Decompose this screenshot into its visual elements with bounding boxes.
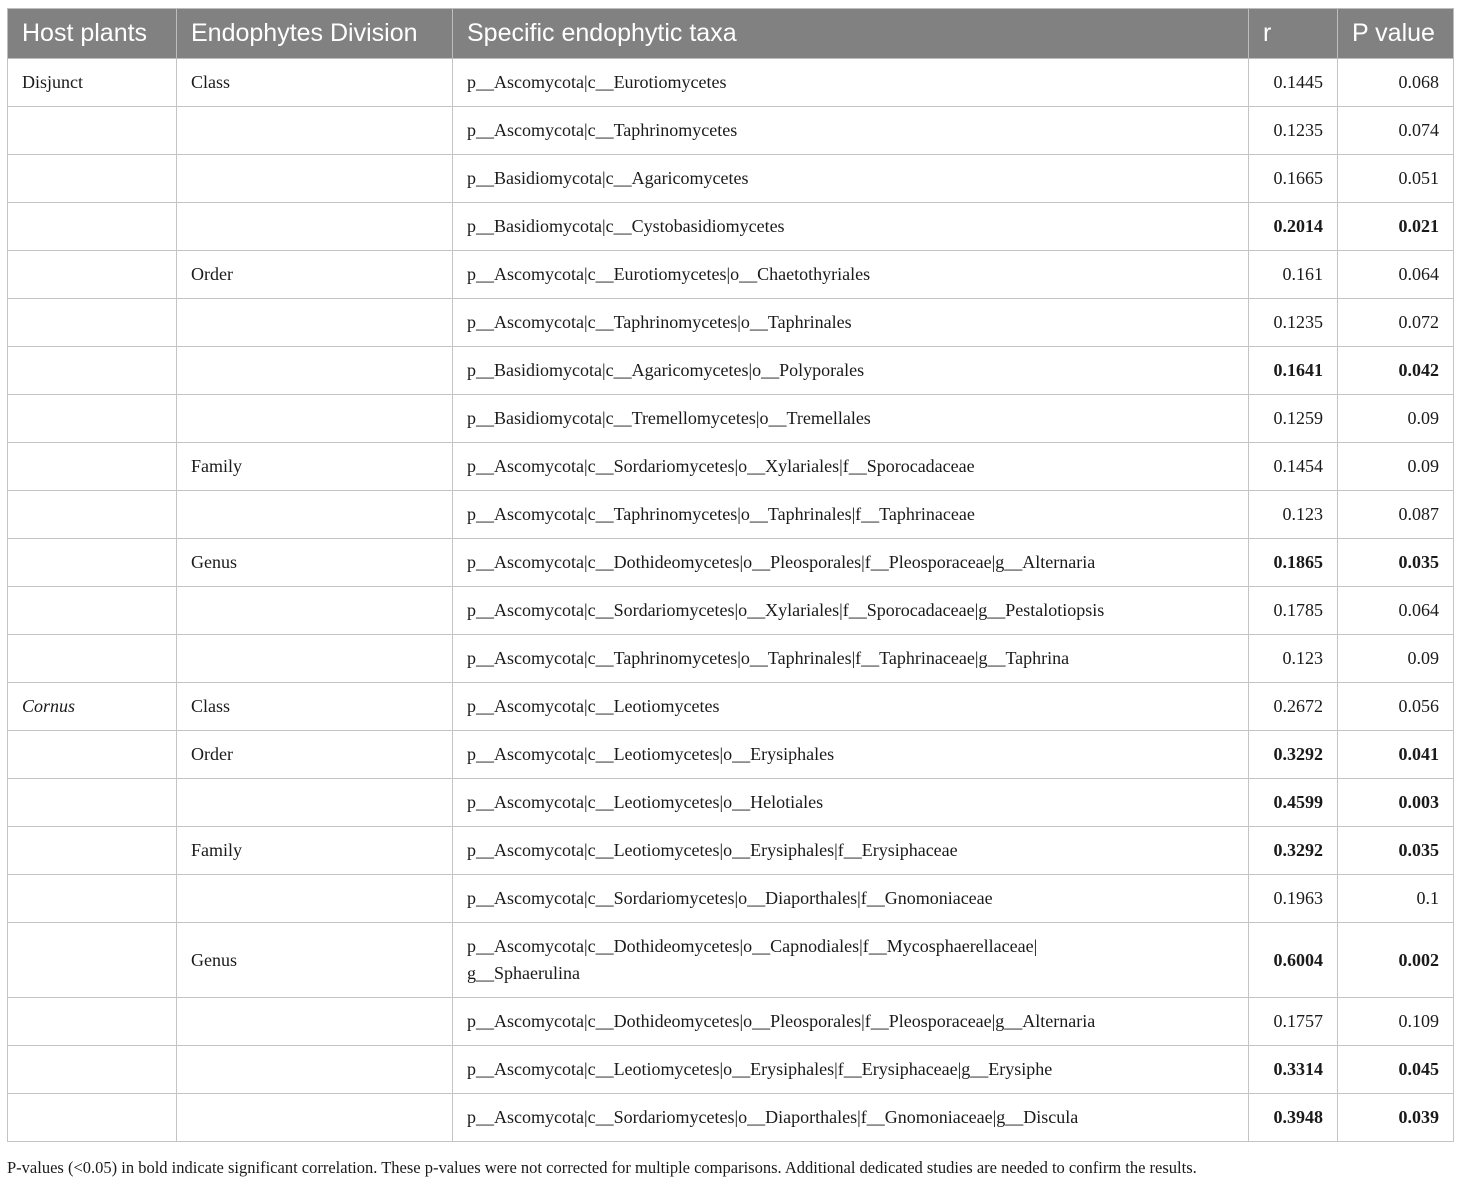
cell-host-plant bbox=[8, 203, 177, 251]
cell-p-value: 0.039 bbox=[1338, 1094, 1454, 1142]
cell-host-plant bbox=[8, 635, 177, 683]
cell-p-value: 0.109 bbox=[1338, 998, 1454, 1046]
table-row bbox=[8, 299, 1454, 347]
cell-taxa: p__Ascomycota|c__Leotiomycetes|o__Erysiphales|f__Erysiphaceae bbox=[453, 827, 1249, 875]
cell-r-value: 0.123 bbox=[1249, 491, 1338, 539]
cell-taxa: p__Ascomycota|c__Dothideomycetes|o__Capnodiales|f__Mycosphaerellaceae| g__Sphaerulina bbox=[453, 923, 1249, 998]
cell-host-plant bbox=[8, 251, 177, 299]
header-p-value: P value bbox=[1338, 9, 1454, 59]
cell-host-plant bbox=[8, 779, 177, 827]
cell-r-value: 0.3314 bbox=[1249, 1046, 1338, 1094]
table-row bbox=[8, 491, 1454, 539]
cell-taxa: p__Ascomycota|c__Leotiomycetes|o__Erysiphales|f__Erysiphaceae|g__Erysiphe bbox=[453, 1046, 1249, 1094]
cell-host-plant bbox=[8, 1046, 177, 1094]
cell-host-plant bbox=[8, 347, 177, 395]
table-row bbox=[8, 1094, 1454, 1142]
cell-division bbox=[177, 491, 453, 539]
cell-division: Class bbox=[177, 683, 453, 731]
table-row bbox=[8, 923, 1454, 998]
cell-r-value: 0.1641 bbox=[1249, 347, 1338, 395]
cell-taxa: p__Basidiomycota|c__Cystobasidiomycetes bbox=[453, 203, 1249, 251]
cell-division bbox=[177, 779, 453, 827]
cell-host-plant bbox=[8, 443, 177, 491]
table-body bbox=[8, 59, 1454, 1142]
cell-division: Family bbox=[177, 443, 453, 491]
cell-r-value: 0.3292 bbox=[1249, 827, 1338, 875]
cell-host-plant bbox=[8, 155, 177, 203]
cell-p-value: 0.041 bbox=[1338, 731, 1454, 779]
cell-r-value: 0.1963 bbox=[1249, 875, 1338, 923]
cell-p-value: 0.074 bbox=[1338, 107, 1454, 155]
cell-taxa: p__Ascomycota|c__Taphrinomycetes|o__Taphrinales bbox=[453, 299, 1249, 347]
cell-host-plant bbox=[8, 875, 177, 923]
cell-taxa: p__Ascomycota|c__Taphrinomycetes bbox=[453, 107, 1249, 155]
cell-taxa: p__Ascomycota|c__Sordariomycetes|o__Diaporthales|f__Gnomoniaceae|g__Discula bbox=[453, 1094, 1249, 1142]
cell-division bbox=[177, 1094, 453, 1142]
cell-host-plant bbox=[8, 587, 177, 635]
cell-division bbox=[177, 587, 453, 635]
cell-taxa: p__Ascomycota|c__Leotiomycetes bbox=[453, 683, 1249, 731]
table-header-row bbox=[8, 9, 1454, 59]
cell-r-value: 0.6004 bbox=[1249, 923, 1338, 998]
table-row bbox=[8, 395, 1454, 443]
endophyte-correlation-table bbox=[7, 8, 1454, 1142]
cell-division: Order bbox=[177, 251, 453, 299]
table-footnote: P-values (<0.05) in bold indicate significant correlation. These p-values were not corrected for multiple comparisons. Additional dedicated studies are needed to confirm the results. bbox=[7, 1158, 1197, 1177]
cell-p-value: 0.035 bbox=[1338, 827, 1454, 875]
cell-host-plant bbox=[8, 107, 177, 155]
cell-host-plant bbox=[8, 1094, 177, 1142]
table-row bbox=[8, 827, 1454, 875]
correlation-table-container bbox=[7, 8, 1453, 1142]
table-row bbox=[8, 587, 1454, 635]
cell-p-value: 0.087 bbox=[1338, 491, 1454, 539]
cell-p-value: 0.045 bbox=[1338, 1046, 1454, 1094]
cell-taxa: p__Ascomycota|c__Eurotiomycetes bbox=[453, 59, 1249, 107]
header-host-plants: Host plants bbox=[8, 9, 177, 59]
cell-taxa: p__Ascomycota|c__Taphrinomycetes|o__Taphrinales|f__Taphrinaceae bbox=[453, 491, 1249, 539]
cell-p-value: 0.064 bbox=[1338, 587, 1454, 635]
table-row bbox=[8, 203, 1454, 251]
header-r: r bbox=[1249, 9, 1338, 59]
cell-division bbox=[177, 875, 453, 923]
cell-r-value: 0.161 bbox=[1249, 251, 1338, 299]
cell-host-plant bbox=[8, 299, 177, 347]
cell-r-value: 0.2014 bbox=[1249, 203, 1338, 251]
cell-taxa: p__Ascomycota|c__Eurotiomycetes|o__Chaetothyriales bbox=[453, 251, 1249, 299]
table-row bbox=[8, 347, 1454, 395]
table-row bbox=[8, 1046, 1454, 1094]
table-row bbox=[8, 779, 1454, 827]
cell-r-value: 0.3948 bbox=[1249, 1094, 1338, 1142]
cell-division: Order bbox=[177, 731, 453, 779]
cell-division bbox=[177, 635, 453, 683]
header-endophytes-division: Endophytes Division bbox=[177, 9, 453, 59]
cell-division bbox=[177, 107, 453, 155]
cell-r-value: 0.4599 bbox=[1249, 779, 1338, 827]
cell-p-value: 0.042 bbox=[1338, 347, 1454, 395]
table-row bbox=[8, 251, 1454, 299]
cell-r-value: 0.1235 bbox=[1249, 299, 1338, 347]
table-row bbox=[8, 539, 1454, 587]
cell-r-value: 0.1665 bbox=[1249, 155, 1338, 203]
cell-p-value: 0.068 bbox=[1338, 59, 1454, 107]
cell-taxa: p__Ascomycota|c__Dothideomycetes|o__Pleosporales|f__Pleosporaceae|g__Alternaria bbox=[453, 539, 1249, 587]
cell-taxa: p__Basidiomycota|c__Tremellomycetes|o__Tremellales bbox=[453, 395, 1249, 443]
cell-p-value: 0.003 bbox=[1338, 779, 1454, 827]
cell-r-value: 0.1259 bbox=[1249, 395, 1338, 443]
cell-taxa: p__Ascomycota|c__Leotiomycetes|o__Helotiales bbox=[453, 779, 1249, 827]
table-row bbox=[8, 683, 1454, 731]
cell-p-value: 0.021 bbox=[1338, 203, 1454, 251]
cell-host-plant bbox=[8, 731, 177, 779]
cell-division bbox=[177, 299, 453, 347]
cell-division: Genus bbox=[177, 923, 453, 998]
cell-p-value: 0.035 bbox=[1338, 539, 1454, 587]
cell-host-plant: Cornus bbox=[8, 683, 177, 731]
cell-r-value: 0.123 bbox=[1249, 635, 1338, 683]
cell-p-value: 0.064 bbox=[1338, 251, 1454, 299]
table-row bbox=[8, 731, 1454, 779]
cell-p-value: 0.002 bbox=[1338, 923, 1454, 998]
cell-division bbox=[177, 395, 453, 443]
cell-r-value: 0.1785 bbox=[1249, 587, 1338, 635]
cell-division: Genus bbox=[177, 539, 453, 587]
cell-p-value: 0.056 bbox=[1338, 683, 1454, 731]
cell-host-plant bbox=[8, 539, 177, 587]
cell-r-value: 0.1235 bbox=[1249, 107, 1338, 155]
cell-p-value: 0.09 bbox=[1338, 635, 1454, 683]
cell-taxa: p__Ascomycota|c__Leotiomycetes|o__Erysiphales bbox=[453, 731, 1249, 779]
cell-p-value: 0.072 bbox=[1338, 299, 1454, 347]
cell-r-value: 0.1865 bbox=[1249, 539, 1338, 587]
cell-division: Family bbox=[177, 827, 453, 875]
cell-host-plant: Disjunct bbox=[8, 59, 177, 107]
table-row bbox=[8, 155, 1454, 203]
cell-p-value: 0.09 bbox=[1338, 395, 1454, 443]
table-row bbox=[8, 107, 1454, 155]
cell-r-value: 0.3292 bbox=[1249, 731, 1338, 779]
cell-p-value: 0.051 bbox=[1338, 155, 1454, 203]
cell-host-plant bbox=[8, 827, 177, 875]
table-row bbox=[8, 998, 1454, 1046]
cell-host-plant bbox=[8, 491, 177, 539]
table-row bbox=[8, 635, 1454, 683]
cell-r-value: 0.2672 bbox=[1249, 683, 1338, 731]
cell-taxa: p__Basidiomycota|c__Agaricomycetes|o__Polyporales bbox=[453, 347, 1249, 395]
cell-r-value: 0.1454 bbox=[1249, 443, 1338, 491]
cell-host-plant bbox=[8, 395, 177, 443]
cell-division bbox=[177, 155, 453, 203]
header-specific-taxa: Specific endophytic taxa bbox=[453, 9, 1249, 59]
cell-taxa: p__Ascomycota|c__Sordariomycetes|o__Diaporthales|f__Gnomoniaceae bbox=[453, 875, 1249, 923]
table-row bbox=[8, 59, 1454, 107]
cell-r-value: 0.1757 bbox=[1249, 998, 1338, 1046]
cell-r-value: 0.1445 bbox=[1249, 59, 1338, 107]
cell-taxa: p__Ascomycota|c__Sordariomycetes|o__Xylariales|f__Sporocadaceae bbox=[453, 443, 1249, 491]
cell-division bbox=[177, 347, 453, 395]
table-row bbox=[8, 443, 1454, 491]
cell-taxa: p__Ascomycota|c__Sordariomycetes|o__Xylariales|f__Sporocadaceae|g__Pestalotiopsis bbox=[453, 587, 1249, 635]
cell-division bbox=[177, 203, 453, 251]
cell-division: Class bbox=[177, 59, 453, 107]
cell-taxa: p__Ascomycota|c__Taphrinomycetes|o__Taphrinales|f__Taphrinaceae|g__Taphrina bbox=[453, 635, 1249, 683]
cell-host-plant bbox=[8, 998, 177, 1046]
cell-p-value: 0.1 bbox=[1338, 875, 1454, 923]
cell-p-value: 0.09 bbox=[1338, 443, 1454, 491]
cell-division bbox=[177, 998, 453, 1046]
cell-host-plant bbox=[8, 923, 177, 998]
cell-division bbox=[177, 1046, 453, 1094]
cell-taxa: p__Basidiomycota|c__Agaricomycetes bbox=[453, 155, 1249, 203]
cell-taxa: p__Ascomycota|c__Dothideomycetes|o__Pleosporales|f__Pleosporaceae|g__Alternaria bbox=[453, 998, 1249, 1046]
table-row bbox=[8, 875, 1454, 923]
